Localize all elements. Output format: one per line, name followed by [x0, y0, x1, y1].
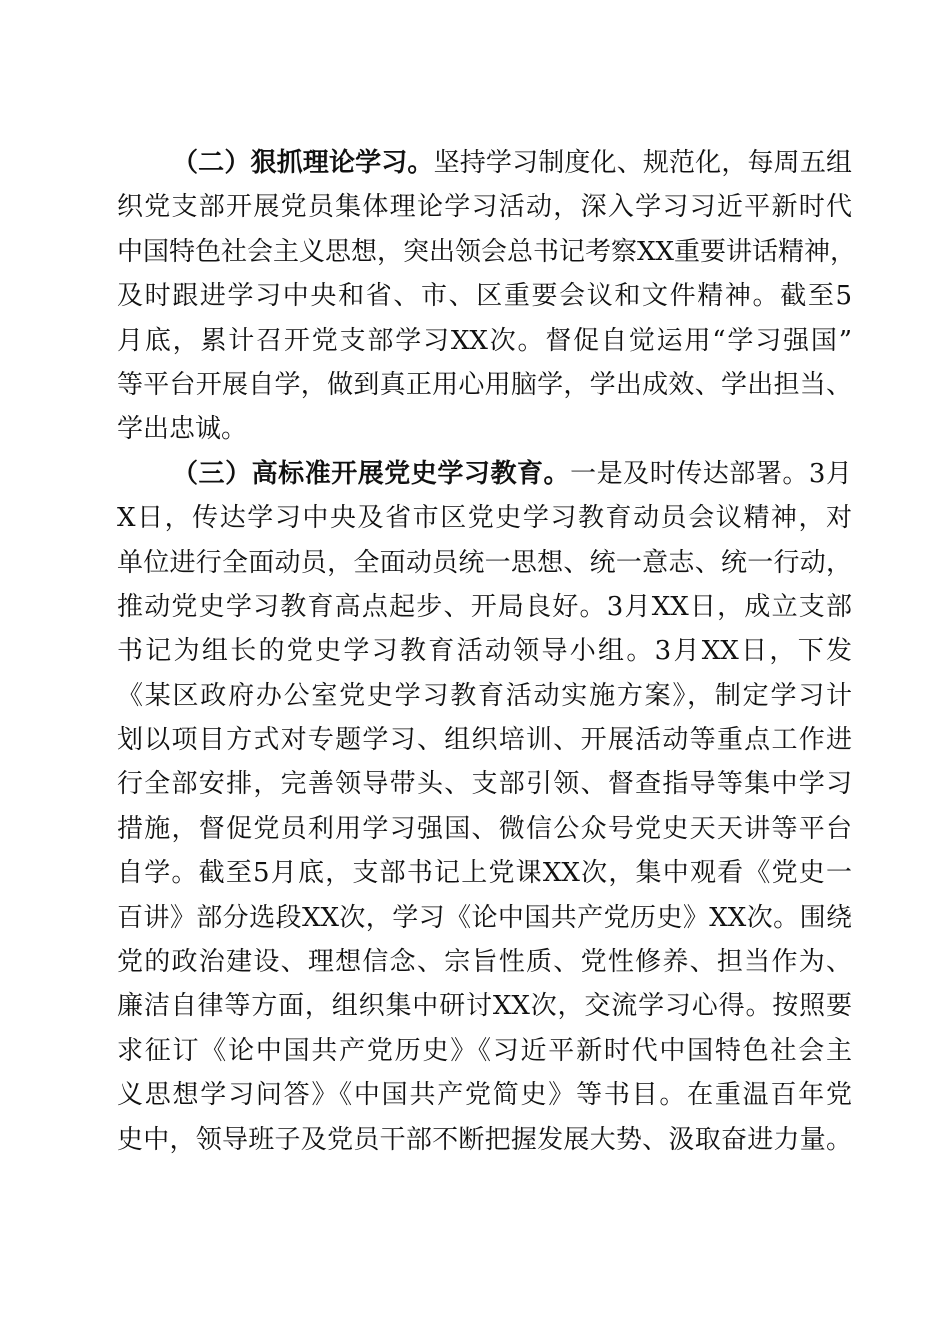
paragraph-line: 等平台开展自学，做到真正用心用脑学，学出成效、学出担当、	[117, 369, 852, 400]
paragraph-line: 学出忠诚。	[117, 414, 248, 445]
paragraph-line: 织党支部开展党员集体理论学习活动，深入学习习近平新时代	[117, 192, 852, 223]
paragraph-line: 百讲》部分选段XX次，学习《论中国共产党历史》XX次。围绕	[117, 902, 852, 933]
paragraph-party-history-study	[117, 452, 852, 1162]
paragraph-line: 党的政治建设、理想信念、宗旨性质、党性修养、担当作为、	[117, 947, 852, 978]
paragraph-line: 史中，领导班子及党员干部不断把握发展大势、汲取奋进力量。	[117, 1124, 852, 1155]
document-page	[117, 141, 857, 1162]
paragraph-line: 单位进行全面动员，全面动员统一思想、统一意志、统一行动，	[117, 547, 852, 578]
paragraph-line: 自学。截至5月底，支部书记上党课XX次，集中观看《党史一	[117, 858, 852, 889]
paragraph-line: X日，传达学习中央及省市区党史学习教育动员会议精神，对	[117, 503, 852, 534]
paragraph-first-line	[117, 141, 852, 185]
paragraph-line: 行全部安排，完善领导带头、支部引领、督查指导等集中学习	[117, 769, 852, 800]
paragraph-line: 推动党史学习教育高点起步、开局良好。3月XX日，成立支部	[117, 591, 852, 622]
paragraph-line: 书记为组长的党史学习教育活动领导小组。3月XX日，下发	[117, 636, 852, 667]
paragraph-line: 求征订《论中国共产党历史》《习近平新时代中国特色社会主	[117, 1035, 852, 1066]
paragraph-line: 廉洁自律等方面，组织集中研讨XX次，交流学习心得。按照要	[117, 991, 852, 1022]
paragraph-line: 《某区政府办公室党史学习教育活动实施方案》，制定学习计	[117, 680, 852, 711]
paragraph-text: 一是及时传达部署。3月	[570, 458, 852, 489]
paragraph-theory-study	[117, 141, 857, 452]
paragraph-line: 月底，累计召开党支部学习XX次。督促自觉运用“学习强国”	[117, 325, 852, 356]
paragraph-line: 划以项目方式对专题学习、组织培训、开展活动等重点工作进	[117, 725, 852, 756]
section-heading: （二）狠抓理论学习。	[172, 148, 434, 178]
section-heading: （三）高标准开展党史学习教育。	[172, 458, 571, 489]
paragraph-line: 义思想学习问答》《中国共产党简史》等书目。在重温百年党	[117, 1080, 852, 1111]
paragraph-text: 坚持学习制度化、规范化，每周五组	[433, 148, 852, 178]
paragraph-line: 及时跟进学习中央和省、市、区重要会议和文件精神。截至5	[117, 281, 852, 312]
paragraph-first-line	[117, 452, 852, 496]
paragraph-line: 措施，督促党员利用学习强国、微信公众号党史天天讲等平台	[117, 813, 852, 844]
paragraph-line: 中国特色社会主义思想，突出领会总书记考察XX重要讲话精神，	[117, 236, 857, 267]
